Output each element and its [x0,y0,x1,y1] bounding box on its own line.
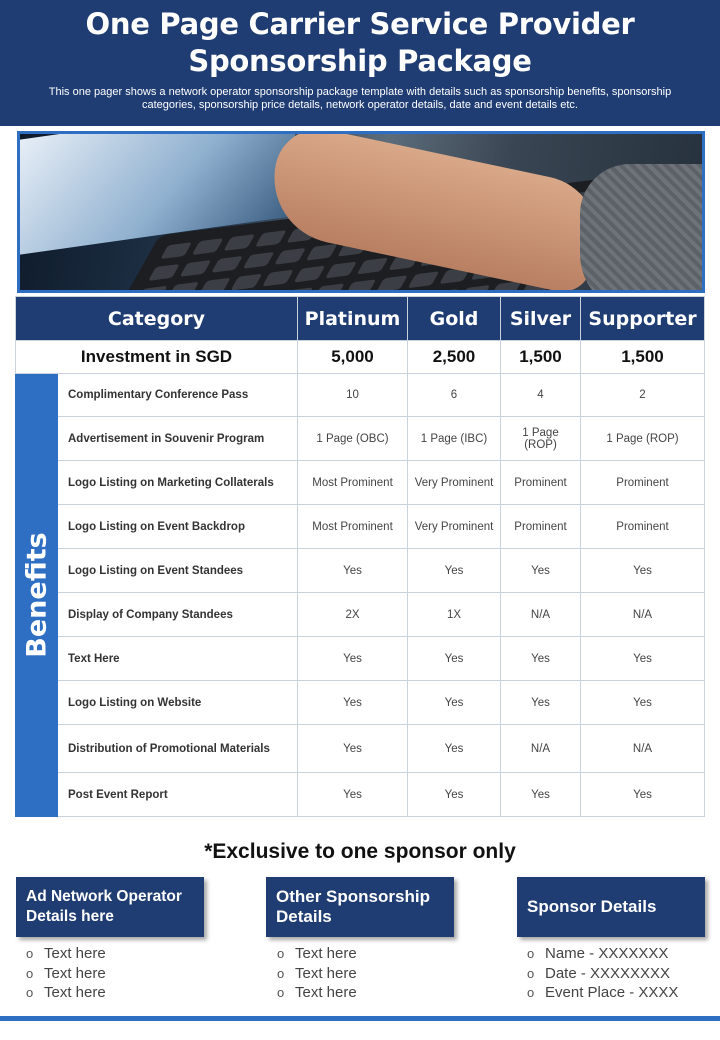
keyboard-key [262,270,294,287]
benefit-name: Distribution of Promotional Materials [58,725,298,773]
benefit-value: Yes [408,725,501,773]
table-row [16,417,705,461]
list-item: o Name - XXXXXXX [527,944,678,964]
header-supporter: Supporter [581,297,705,341]
benefit-name: Text Here [58,637,298,681]
benefit-value: 1 Page (IBC) [408,417,501,461]
header-platinum: Platinum [298,297,408,341]
investment-row [16,341,705,374]
page-subtitle: This one pager shows a network operator sponsorship package template with details such as sponsorship benefits, sponsorship categories, sponsorship price details, network operator details, date and event details etc. [48,86,672,111]
list-item: o Text here [26,964,106,984]
keyboard-key [313,283,345,293]
benefit-value: 2 [581,374,705,417]
keyboard-key [160,242,192,259]
table-row [16,461,705,505]
table-row [16,725,705,773]
benefit-value: Prominent [501,461,581,505]
page-title: One Page Carrier Service Provider Sponsorship Package [85,7,635,78]
benefit-value: 2X [298,593,408,637]
investment-gold: 2,500 [408,341,501,374]
keyboard-key [281,287,313,293]
benefit-value: Yes [408,773,501,817]
list-item: o Date - XXXXXXXX [527,964,678,984]
investment-label: Investment in SGD [16,341,298,374]
benefit-value: N/A [581,725,705,773]
benefit-value: Prominent [581,505,705,549]
other-sponsorship-list [277,944,357,1003]
benefit-name: Logo Listing on Event Standees [58,549,298,593]
list-item: o Text here [277,983,357,1003]
table-row [16,593,705,637]
sweater-sleeve [580,164,705,293]
keyboard-key [376,275,408,292]
keyboard-key [192,238,224,255]
list-item: o Event Place - XXXX [527,983,678,1003]
benefits-label-text: Benefits [21,532,52,658]
benefit-name: Post Event Report [58,773,298,817]
benefit-value: N/A [501,593,581,637]
benefit-name: Display of Company Standees [58,593,298,637]
benefit-value: Yes [408,549,501,593]
keyboard-key [199,278,231,293]
benefit-name: Logo Listing on Marketing Collaterals [58,461,298,505]
benefit-value: Yes [581,637,705,681]
benefit-value: 4 [501,374,581,417]
benefit-value: Yes [408,681,501,725]
header-category: Category [16,297,298,341]
keyboard-key [136,286,168,293]
benefit-value: 1X [408,593,501,637]
other-sponsorship-title: Other Sponsorship Details [276,887,430,926]
benefit-value: 1 Page (ROP) [501,417,581,461]
keyboard-key [211,256,243,273]
bottom-bar [0,1016,720,1021]
keyboard-key [250,291,282,293]
benefit-value: Most Prominent [298,505,408,549]
benefit-value: Yes [581,549,705,593]
keyboard-key [223,234,255,251]
benefit-value: Yes [298,725,408,773]
benefit-value: N/A [581,593,705,637]
keyboard-key [274,248,306,265]
benefit-value: 6 [408,374,501,417]
keyboard-key [255,230,287,247]
benefits-side-label [16,374,58,817]
benefit-value: Yes [501,681,581,725]
benefit-value: Yes [298,773,408,817]
benefit-value: Yes [501,637,581,681]
keyboard-key [148,264,180,281]
benefit-value: Yes [581,773,705,817]
hero-image [17,131,705,293]
keyboard-key [243,252,275,269]
benefit-value: Yes [408,637,501,681]
keyboard-key [427,289,459,293]
table-row [16,505,705,549]
benefit-value: Prominent [581,461,705,505]
investment-platinum: 5,000 [298,341,408,374]
list-item: o Text here [277,944,357,964]
ad-network-list [26,944,106,1003]
keyboard-key [180,260,212,277]
table-row [16,681,705,725]
table-row [16,773,705,817]
header-gold: Gold [408,297,501,341]
investment-silver: 1,500 [501,341,581,374]
exclusive-note: *Exclusive to one sponsor only [204,840,516,863]
benefit-value: Most Prominent [298,461,408,505]
keyboard-key [294,266,326,283]
benefit-value: Yes [298,637,408,681]
ad-network-box [16,877,204,937]
benefit-value: Very Prominent [408,461,501,505]
table-row [16,374,705,417]
keyboard-key [325,262,357,279]
sponsor-details-title: Sponsor Details [527,897,657,916]
benefit-name: Complimentary Conference Pass [58,374,298,417]
benefit-name: Logo Listing on Event Backdrop [58,505,298,549]
benefit-value: Very Prominent [408,505,501,549]
keyboard-key [167,282,199,293]
sponsor-details-list [527,944,678,1003]
keyboard-key [231,274,263,291]
keyboard-key [357,257,389,274]
table-row [16,637,705,681]
list-item: o Text here [26,983,106,1003]
benefit-value: Yes [501,549,581,593]
benefit-value: 1 Page (OBC) [298,417,408,461]
list-item: o Text here [26,944,106,964]
benefit-value: 1 Page (ROP) [581,417,705,461]
keyboard-key [408,271,440,288]
other-sponsorship-box [266,877,454,937]
table-row [16,549,705,593]
benefit-value: Yes [298,549,408,593]
benefit-value: 10 [298,374,408,417]
benefit-value: N/A [501,725,581,773]
keyboard-key [345,279,377,293]
benefit-name: Logo Listing on Website [58,681,298,725]
sponsorship-table [15,296,705,817]
keyboard-key [459,285,491,293]
sponsor-details-box [517,877,705,937]
ad-network-title: Ad Network Operator Details here [26,888,182,925]
investment-supporter: 1,500 [581,341,705,374]
list-item: o Text here [277,964,357,984]
table-header-row [16,297,705,341]
keyboard-key [306,244,338,261]
page-header [0,0,720,126]
benefit-value: Yes [581,681,705,725]
benefit-value: Yes [298,681,408,725]
header-silver: Silver [501,297,581,341]
benefit-name: Advertisement in Souvenir Program [58,417,298,461]
benefit-value: Prominent [501,505,581,549]
benefit-value: Yes [501,773,581,817]
